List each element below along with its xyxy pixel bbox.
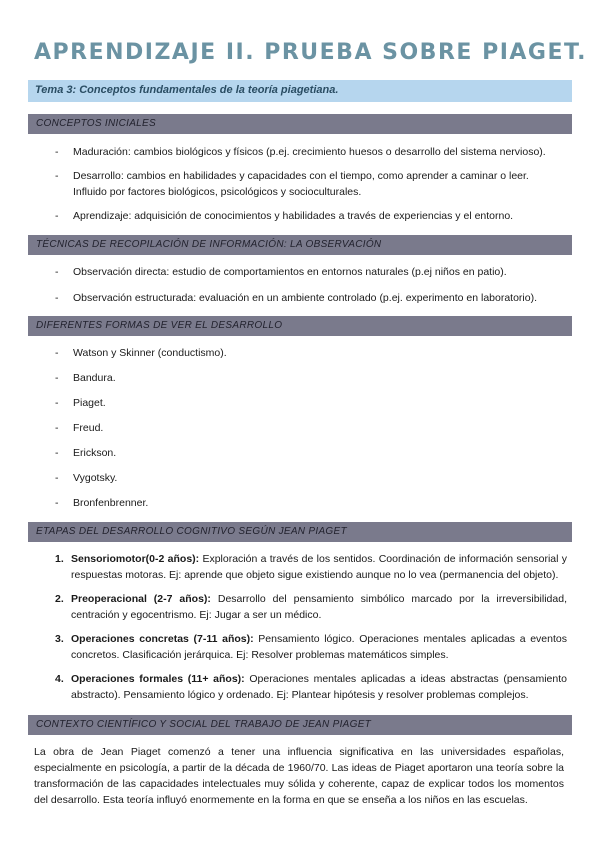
section-header-contexto: [28, 715, 572, 735]
dash-bullet: -: [55, 170, 59, 182]
stage-name: Operaciones concretas (7-11 años):: [71, 633, 254, 645]
list-item-text: Vygotsky.: [73, 472, 118, 484]
dash-bullet: -: [55, 146, 59, 158]
list-item-text: Freud.: [73, 422, 104, 434]
list-item-text: Piaget.: [73, 397, 106, 409]
stage-name: Preoperacional (2-7 años):: [71, 593, 211, 605]
stage-text: [71, 631, 567, 663]
stage-text: [71, 671, 567, 703]
dash-bullet: -: [55, 397, 59, 409]
list-item-text: Bandura.: [73, 372, 116, 384]
dash-bullet: -: [55, 347, 59, 359]
section-header-formas: [28, 316, 572, 336]
list-item-text: Bronfenbrenner.: [73, 497, 149, 509]
section-heading: CONCEPTOS INICIALES: [36, 118, 156, 129]
dash-bullet: -: [55, 372, 59, 384]
stage-description: Pensamiento lógico. Operaciones mentales aplicadas a eventos concretos. Clasificación jerárquica. Ej: Resolver problemas matemáticos simples.: [71, 633, 567, 661]
list-item-text: Watson y Skinner (conductismo).: [73, 347, 227, 359]
list-item-text: Erickson.: [73, 447, 117, 459]
stage-number: 3.: [55, 633, 64, 645]
page-title: APRENDIZAJE II. PRUEBA SOBRE PIAGET.: [34, 40, 588, 65]
stage-name: Sensoriomotor(0-2 años):: [71, 553, 200, 565]
dash-bullet: -: [55, 266, 59, 278]
context-paragraph: La obra de Jean Piaget comenzó a tener una influencia significativa en las universidades españolas, especialmente en psicología, a partir de la década de 1960/70. Las ideas de Piaget aportaron una teoría sobre la transformación de las capacidades intelectuales muy sólida y coherente, capaz de explicar todos los momentos del desarrollo. Esta teoría influyó enormemente en la forma en que se enseña a los niños en las escuelas.: [34, 746, 564, 806]
topic-banner: [28, 80, 572, 102]
dash-bullet: -: [55, 292, 59, 304]
section-heading: CONTEXTO CIENTÍFICO Y SOCIAL DEL TRABAJO DE JEAN PIAGET: [36, 719, 372, 730]
stage-description: Operaciones mentales aplicadas a ideas abstractas (pensamiento abstracto). Pensamiento lógico y ordenado. Ej: Plantear hipótesis y resolver problemas complejos.: [71, 673, 567, 701]
dash-bullet: -: [55, 210, 59, 222]
dash-bullet: -: [55, 497, 59, 509]
list-item-text: Observación directa: estudio de comportamientos en entornos naturales (p.ej niños en patio).: [73, 266, 507, 278]
topic-label: Tema 3: Conceptos fundamentales de la teoría piagetiana.: [35, 84, 339, 96]
stage-text: [71, 551, 567, 583]
section-header-conceptos: [28, 114, 572, 134]
stage-number: 2.: [55, 593, 64, 605]
stage-description: Exploración a través de los sentidos. Coordinación de información sensorial y respuestas motoras. Ej: aprende que objeto sigue existiendo aunque no lo vea (permanencia del objeto).: [71, 553, 568, 581]
list-item-text: Aprendizaje: adquisición de conocimientos y habilidades a través de experiencias y el entorno.: [73, 210, 514, 222]
section-heading: TÉCNICAS DE RECOPILACIÓN DE INFORMACIÓN: LA OBSERVACIÓN: [36, 239, 382, 250]
dash-bullet: -: [55, 422, 59, 434]
dash-bullet: -: [55, 472, 59, 484]
list-item-text: Desarrollo: cambios en habilidades y capacidades con el tiempo, como aprender a caminar o leer. Influido por factores biológicos, psicológicos y socioculturales.: [73, 170, 529, 198]
list-item-text: Observación estructurada: evaluación en un ambiente controlado (p.ej. experimento en laboratorio).: [73, 292, 538, 304]
stage-text: [71, 591, 567, 623]
stage-number: 4.: [55, 673, 64, 685]
stage-name: Operaciones formales (11+ años):: [71, 673, 245, 685]
stage-description: Desarrollo del pensamiento simbólico marcado por la irreversibilidad, centración y egocentrismo. Ej: Jugar a ser un médico.: [71, 593, 567, 621]
section-header-etapas: [28, 522, 572, 542]
section-header-tecnicas: [28, 235, 572, 255]
stage-number: 1.: [55, 553, 64, 565]
list-item-text: Maduración: cambios biológicos y físicos (p.ej. crecimiento huesos o desarrollo del sistema nervioso).: [73, 146, 546, 158]
section-heading: DIFERENTES FORMAS DE VER EL DESARROLLO: [36, 320, 283, 331]
section-heading: ETAPAS DEL DESARROLLO COGNITIVO SEGÚN JEAN PIAGET: [36, 526, 347, 537]
dash-bullet: -: [55, 447, 59, 459]
